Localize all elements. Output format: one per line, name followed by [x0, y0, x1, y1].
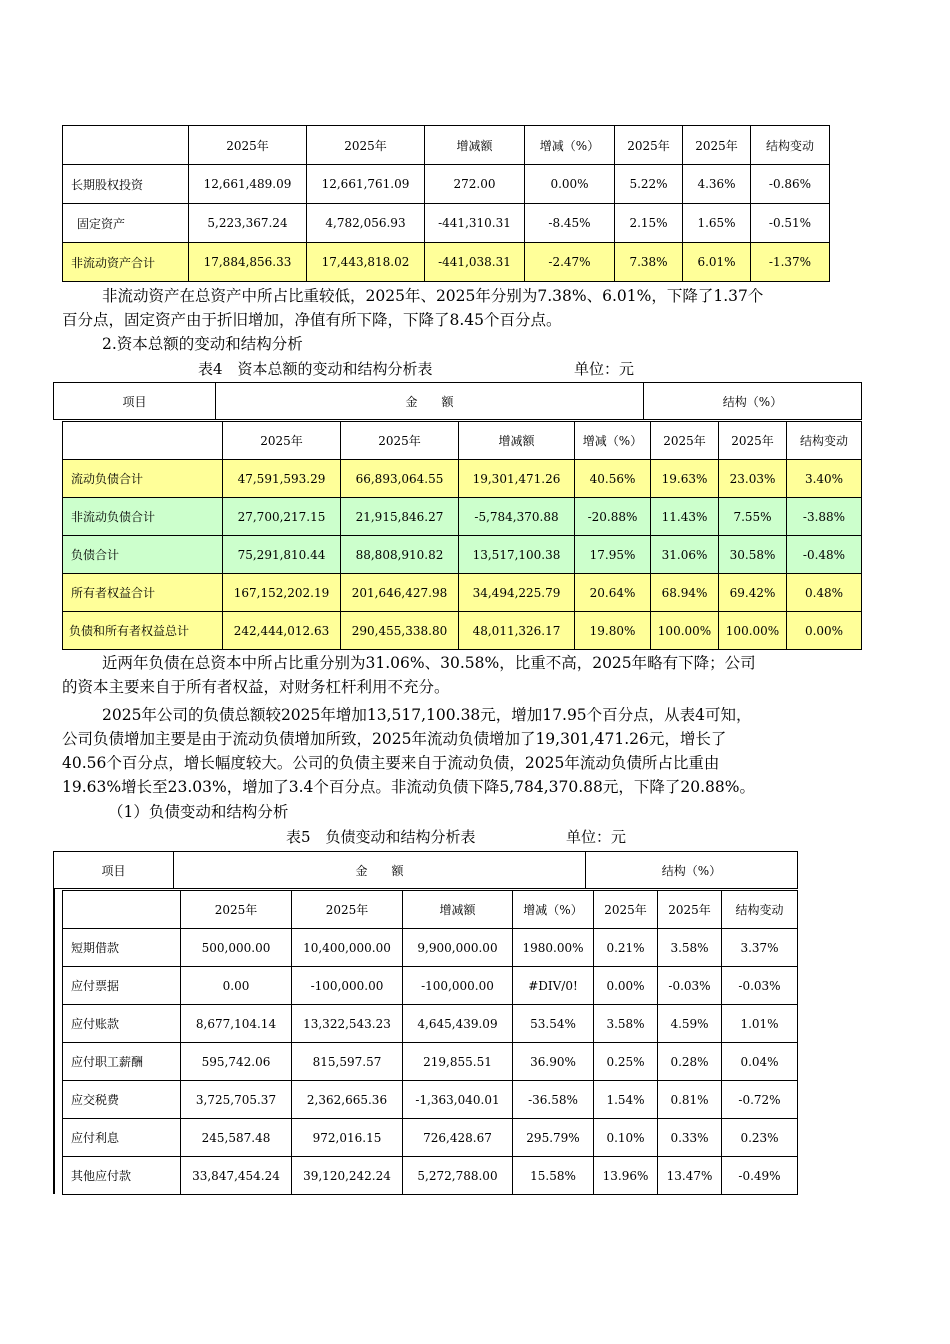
cell: 1.01%: [722, 1005, 798, 1043]
paragraph-line: 的资本主要来自于所有者权益，对财务杠杆利用不充分。: [62, 678, 450, 696]
cell: 500,000.00: [181, 929, 292, 967]
cell: -0.48%: [787, 536, 862, 574]
cell: 17.95%: [575, 536, 651, 574]
cell: 10,400,000.00: [292, 929, 403, 967]
cell: 19.80%: [575, 612, 651, 650]
row-label: 负债合计: [63, 536, 223, 574]
row-label: 应付票据: [63, 967, 181, 1005]
cell: 201,646,427.98: [341, 574, 459, 612]
header-cell: 2025年: [615, 126, 683, 165]
cell: 27,700,217.15: [223, 498, 341, 536]
cell: 245,587.48: [181, 1119, 292, 1157]
cell: 0.23%: [722, 1119, 798, 1157]
cell: -20.88%: [575, 498, 651, 536]
cell: -0.72%: [722, 1081, 798, 1119]
group-header-cell: 结构（%）: [586, 852, 798, 889]
table-row: [63, 967, 798, 1005]
table-row: [63, 929, 798, 967]
cell: -5,784,370.88: [459, 498, 575, 536]
cell: 972,016.15: [292, 1119, 403, 1157]
cell: 0.33%: [658, 1119, 722, 1157]
cell: 595,742.06: [181, 1043, 292, 1081]
header-cell: 2025年: [223, 422, 341, 460]
header-cell: 增减额: [403, 891, 513, 929]
table-row: [63, 460, 862, 498]
cell: 4,645,439.09: [403, 1005, 513, 1043]
table-row: [63, 243, 830, 282]
paragraph-line: 2025年公司的负债总额较2025年增加13,517,100.38元，增加17.95个百分点，从表4可知，: [102, 706, 752, 724]
cell: 1.54%: [594, 1081, 658, 1119]
cell: 5,272,788.00: [403, 1157, 513, 1195]
table-header-row: [63, 891, 798, 929]
table-caption: 表4 资本总额的变动和结构分析表: [198, 360, 433, 378]
header-cell: [63, 126, 189, 165]
cell: 33,847,454.24: [181, 1157, 292, 1195]
group-header-cell: 项目: [54, 383, 216, 420]
cell: 20.64%: [575, 574, 651, 612]
cell: 30.58%: [719, 536, 787, 574]
header-cell: 2025年: [292, 891, 403, 929]
table-row: [63, 574, 862, 612]
row-label: 应交税费: [63, 1081, 181, 1119]
cell: 36.90%: [513, 1043, 594, 1081]
cell: 3.37%: [722, 929, 798, 967]
cell: -441,310.31: [425, 204, 525, 243]
header-cell: 2025年: [683, 126, 751, 165]
non-current-assets-table: [62, 125, 830, 282]
table-row: [63, 165, 830, 204]
cell: -36.58%: [513, 1081, 594, 1119]
row-label: 流动负债合计: [63, 460, 223, 498]
cell: 1.65%: [683, 204, 751, 243]
cell: #DIV/0!: [513, 967, 594, 1005]
paragraph-line: 公司负债增加主要是由于流动负债增加所致，2025年流动负债增加了19,301,471.26元，增长了: [62, 730, 727, 748]
table-left-rule: [53, 888, 55, 1194]
group-header-cell: 金 额: [174, 852, 586, 889]
cell: 0.28%: [658, 1043, 722, 1081]
cell: 219,855.51: [403, 1043, 513, 1081]
table-row: [63, 1157, 798, 1195]
cell: 0.00%: [594, 967, 658, 1005]
cell: 242,444,012.63: [223, 612, 341, 650]
header-cell: 2025年: [594, 891, 658, 929]
header-cell: 增减额: [425, 126, 525, 165]
section-heading: （1）负债变动和结构分析: [108, 803, 289, 821]
cell: 726,428.67: [403, 1119, 513, 1157]
cell: 7.55%: [719, 498, 787, 536]
cell: 53.54%: [513, 1005, 594, 1043]
cell: 17,443,818.02: [307, 243, 425, 282]
cell: -0.03%: [658, 967, 722, 1005]
row-label: 长期股权投资: [63, 165, 189, 204]
cell: 69.42%: [719, 574, 787, 612]
cell: -441,038.31: [425, 243, 525, 282]
header-cell: [63, 422, 223, 460]
header-cell: 增减额: [459, 422, 575, 460]
cell: 88,808,910.82: [341, 536, 459, 574]
cell: 0.00: [181, 967, 292, 1005]
header-cell: 结构变动: [751, 126, 830, 165]
cell: 11.43%: [651, 498, 719, 536]
cell: 40.56%: [575, 460, 651, 498]
cell: 31.06%: [651, 536, 719, 574]
header-cell: 结构变动: [722, 891, 798, 929]
liability-table-group-header: [53, 851, 798, 889]
cell: 48,011,326.17: [459, 612, 575, 650]
paragraph-line: 百分点，固定资产由于折旧增加，净值有所下降，下降了8.45个百分点。: [62, 311, 562, 329]
cell: 0.00%: [525, 165, 615, 204]
cell: -3.88%: [787, 498, 862, 536]
liability-structure-table: [62, 890, 798, 1195]
group-header-cell: 结构（%）: [644, 383, 862, 420]
table-unit: 单位：元: [574, 360, 635, 378]
cell: 13,517,100.38: [459, 536, 575, 574]
cell: 17,884,856.33: [189, 243, 307, 282]
header-cell: 2025年: [189, 126, 307, 165]
row-label: 负债和所有者权益总计: [63, 612, 223, 650]
cell: -1,363,040.01: [403, 1081, 513, 1119]
table-unit: 单位：元: [566, 828, 627, 846]
cell: 0.04%: [722, 1043, 798, 1081]
paragraph-line: 近两年负债在总资本中所占比重分别为31.06%、30.58%，比重不高，2025年略有下降；公司: [102, 654, 756, 672]
cell: 75,291,810.44: [223, 536, 341, 574]
header-cell: 增减（%）: [575, 422, 651, 460]
header-cell: 2025年: [651, 422, 719, 460]
capital-structure-table: [62, 421, 862, 650]
cell: 0.00%: [787, 612, 862, 650]
header-cell: 2025年: [719, 422, 787, 460]
header-cell: [63, 891, 181, 929]
cell: 13.96%: [594, 1157, 658, 1195]
cell: 0.48%: [787, 574, 862, 612]
cell: 6.01%: [683, 243, 751, 282]
cell: 13.47%: [658, 1157, 722, 1195]
cell: 2,362,665.36: [292, 1081, 403, 1119]
cell: 21,915,846.27: [341, 498, 459, 536]
cell: 815,597.57: [292, 1043, 403, 1081]
header-cell: 增减（%）: [525, 126, 615, 165]
paragraph-line: 40.56个百分点，增长幅度较大。公司的负债主要来自于流动负债，2025年流动负债所占比重由: [62, 754, 720, 772]
cell: 12,661,489.09: [189, 165, 307, 204]
cell: 3.58%: [658, 929, 722, 967]
cell: -1.37%: [751, 243, 830, 282]
cell: 290,455,338.80: [341, 612, 459, 650]
table-row: [63, 1005, 798, 1043]
cell: 2.15%: [615, 204, 683, 243]
paragraph-line: 非流动资产在总资产中所占比重较低，2025年、2025年分别为7.38%、6.01%，下降了1.37个: [102, 287, 764, 305]
cell: -0.86%: [751, 165, 830, 204]
cell: 295.79%: [513, 1119, 594, 1157]
cell: 19,301,471.26: [459, 460, 575, 498]
cell: 3.58%: [594, 1005, 658, 1043]
cell: 3.40%: [787, 460, 862, 498]
table-row: [63, 498, 862, 536]
group-header-cell: 项目: [54, 852, 174, 889]
cell: 9,900,000.00: [403, 929, 513, 967]
cell: 0.21%: [594, 929, 658, 967]
cell: 68.94%: [651, 574, 719, 612]
cell: 7.38%: [615, 243, 683, 282]
header-cell: 2025年: [658, 891, 722, 929]
table-row: [63, 612, 862, 650]
capital-table-group-header: [53, 382, 862, 420]
row-label: 应付职工薪酬: [63, 1043, 181, 1081]
table-header-row: [63, 126, 830, 165]
cell: 12,661,761.09: [307, 165, 425, 204]
header-cell: 2025年: [181, 891, 292, 929]
cell: -0.51%: [751, 204, 830, 243]
table-row: [63, 1081, 798, 1119]
section-heading: 2.资本总额的变动和结构分析: [102, 335, 303, 353]
cell: 272.00: [425, 165, 525, 204]
cell: -100,000.00: [292, 967, 403, 1005]
cell: 8,677,104.14: [181, 1005, 292, 1043]
cell: 4,782,056.93: [307, 204, 425, 243]
cell: -100,000.00: [403, 967, 513, 1005]
cell: 0.81%: [658, 1081, 722, 1119]
table-row: [63, 536, 862, 574]
group-header-cell: 金 额: [216, 383, 644, 420]
cell: 0.10%: [594, 1119, 658, 1157]
cell: -8.45%: [525, 204, 615, 243]
table-row: [63, 204, 830, 243]
paragraph-line: 19.63%增长至23.03%，增加了3.4个百分点。非流动负债下降5,784,370.88元，下降了20.88%。: [62, 778, 755, 796]
table-row: [63, 1043, 798, 1081]
row-label: 应付利息: [63, 1119, 181, 1157]
row-label: 非流动负债合计: [63, 498, 223, 536]
header-cell: 2025年: [341, 422, 459, 460]
row-label: 所有者权益合计: [63, 574, 223, 612]
header-cell: 增减（%）: [513, 891, 594, 929]
table-row: [63, 1119, 798, 1157]
cell: 39,120,242.24: [292, 1157, 403, 1195]
row-label: 应付账款: [63, 1005, 181, 1043]
cell: 0.25%: [594, 1043, 658, 1081]
cell: 23.03%: [719, 460, 787, 498]
cell: 3,725,705.37: [181, 1081, 292, 1119]
cell: 100.00%: [651, 612, 719, 650]
row-label: 非流动资产合计: [63, 243, 189, 282]
cell: 13,322,543.23: [292, 1005, 403, 1043]
cell: 19.63%: [651, 460, 719, 498]
cell: 4.36%: [683, 165, 751, 204]
table-header-row: [63, 422, 862, 460]
cell: 34,494,225.79: [459, 574, 575, 612]
cell: 66,893,064.55: [341, 460, 459, 498]
cell: 4.59%: [658, 1005, 722, 1043]
header-cell: 结构变动: [787, 422, 862, 460]
cell: -0.03%: [722, 967, 798, 1005]
row-label: 固定资产: [63, 204, 189, 243]
cell: 1980.00%: [513, 929, 594, 967]
cell: 15.58%: [513, 1157, 594, 1195]
cell: 5,223,367.24: [189, 204, 307, 243]
cell: -0.49%: [722, 1157, 798, 1195]
cell: 5.22%: [615, 165, 683, 204]
cell: 100.00%: [719, 612, 787, 650]
cell: 167,152,202.19: [223, 574, 341, 612]
table-caption: 表5 负债变动和结构分析表: [286, 828, 476, 846]
header-cell: 2025年: [307, 126, 425, 165]
cell: -2.47%: [525, 243, 615, 282]
row-label: 其他应付款: [63, 1157, 181, 1195]
row-label: 短期借款: [63, 929, 181, 967]
cell: 47,591,593.29: [223, 460, 341, 498]
